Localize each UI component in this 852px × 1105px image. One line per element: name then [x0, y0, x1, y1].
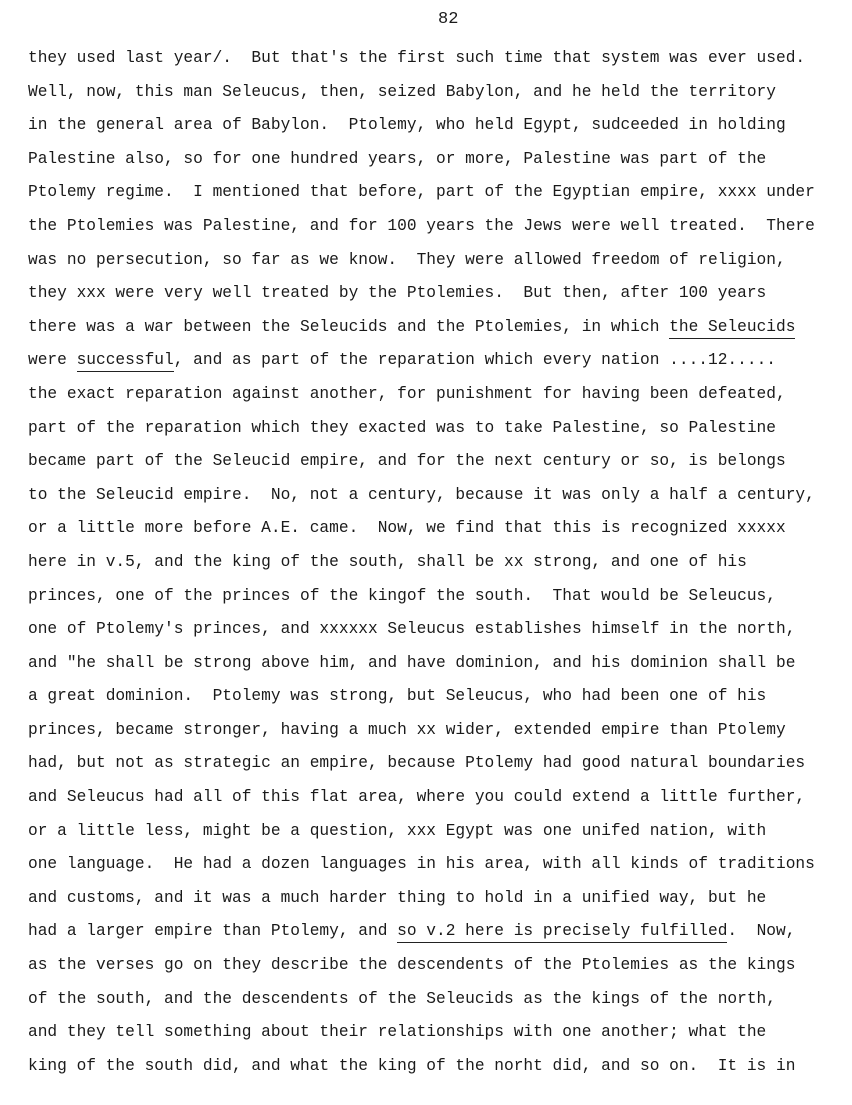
text-line	[28, 582, 848, 616]
text-segment: had, but not as strategic an empire, because Ptolemy had good natural boundaries	[28, 754, 806, 773]
text-segment: here in v.5, and the king of the south, shall be xx strong, and one of his	[28, 552, 747, 571]
text-line	[28, 1018, 848, 1052]
text-segment: Well, now, this man Seleucus, then, seized Babylon, and he held the territory	[28, 82, 776, 101]
text-segment: king of the south did, and what the king of the norht did, and so on. It is in	[28, 1056, 796, 1075]
text-segment: or a little more before A.E. came. Now, we find that this is recognized xxxxx	[28, 519, 786, 538]
text-segment: and Seleucus had all of this flat area, where you could extend a little further,	[28, 788, 806, 807]
text-segment: they xxx were very well treated by the Ptolemies. But then, after 100 years	[28, 284, 767, 303]
text-segment: Ptolemy regime. I mentioned that before, part of the Egyptian empire, xxxx under	[28, 183, 815, 202]
text-line	[28, 850, 848, 884]
text-line	[28, 212, 848, 246]
text-segment: one language. He had a dozen languages in his area, with all kinds of traditions	[28, 855, 815, 874]
text-segment: Palestine also, so for one hundred years, or more, Palestine was part of the	[28, 149, 767, 168]
text-line	[28, 917, 848, 951]
typewritten-body	[28, 44, 848, 1085]
text-line	[28, 414, 848, 448]
text-segment: they used last year/. But that's the first such time that system was ever used.	[28, 49, 806, 67]
text-segment: a great dominion. Ptolemy was strong, but Seleucus, who had been one of his	[28, 687, 767, 706]
text-line	[28, 514, 848, 548]
text-segment: as the verses go on they describe the descendents of the Ptolemies as the kings	[28, 956, 796, 975]
text-segment: princes, became stronger, having a much xx wider, extended empire than Ptolemy	[28, 720, 786, 739]
text-line	[28, 78, 848, 112]
text-line	[28, 649, 848, 683]
page-number: 82	[438, 10, 459, 29]
text-segment: and customs, and it was a much harder thing to hold in a unified way, but he	[28, 888, 767, 907]
text-segment: princes, one of the princes of the kingof the south. That would be Seleucus,	[28, 586, 776, 605]
text-line	[28, 749, 848, 783]
text-segment: and "he shall be strong above him, and have dominion, and his dominion shall be	[28, 653, 796, 672]
text-line	[28, 313, 848, 347]
text-line	[28, 716, 848, 750]
text-segment: . Now,	[727, 922, 796, 941]
text-segment: to the Seleucid empire. No, not a century, because it was only a half a century,	[28, 485, 815, 504]
text-line	[28, 380, 848, 414]
text-line	[28, 682, 848, 716]
text-line	[28, 783, 848, 817]
text-line	[28, 279, 848, 313]
text-line	[28, 145, 848, 179]
text-segment: part of the reparation which they exacted was to take Palestine, so Palestine	[28, 418, 776, 437]
text-segment: the Ptolemies was Palestine, and for 100 years the Jews were well treated. There	[28, 216, 815, 235]
text-line	[28, 817, 848, 851]
text-line	[28, 884, 848, 918]
text-segment: had a larger empire than Ptolemy, and	[28, 922, 398, 941]
text-line	[28, 985, 848, 1019]
text-segment: became part of the Seleucid empire, and for the next century or so, is belongs	[28, 452, 786, 471]
text-segment: in the general area of Babylon. Ptolemy, who held Egypt, sudceeded in holding	[28, 116, 786, 135]
text-line	[28, 1052, 848, 1086]
text-line	[28, 246, 848, 280]
text-line	[28, 951, 848, 985]
text-segment: was no persecution, so far as we know. They were allowed freedom of religion,	[28, 250, 786, 269]
text-line	[28, 44, 848, 78]
text-line	[28, 111, 848, 145]
text-segment: , and as part of the reparation which every nation ....12.....	[173, 351, 777, 370]
text-line	[28, 548, 848, 582]
text-segment: of the south, and the descendents of the Seleucids as the kings of the north,	[28, 989, 776, 1008]
text-segment: the exact reparation against another, for punishment for having been defeated,	[28, 384, 786, 403]
text-segment: and they tell something about their relationships with one another; what the	[28, 1023, 767, 1042]
text-line	[28, 481, 848, 515]
text-segment: one of Ptolemy's princes, and xxxxxx Seleucus establishes himself in the north,	[28, 620, 796, 639]
text-line	[28, 447, 848, 481]
text-line	[28, 346, 848, 380]
underlined-text: the Seleucids	[669, 318, 795, 339]
text-line	[28, 178, 848, 212]
text-segment: there was a war between the Seleucids and the Ptolemies, in which	[28, 317, 670, 336]
text-segment: or a little less, might be a question, xxx Egypt was one unifed nation, with	[28, 821, 767, 840]
text-line	[28, 615, 848, 649]
text-segment: were	[28, 351, 77, 370]
underlined-text: successful	[77, 351, 174, 372]
underlined-text: so v.2 here is precisely fulfilled	[397, 922, 727, 943]
